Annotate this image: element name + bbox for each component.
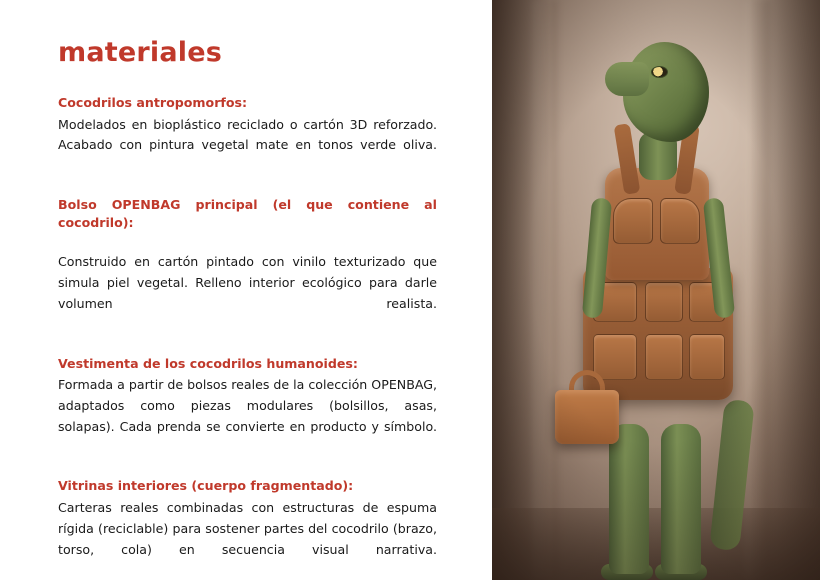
skirt-pocket: [645, 334, 683, 380]
section-body: Modelados en bioplástico reciclado o cartón 3D reforzado. Acabado con pintura vegetal mate en tonos verde oliva.: [58, 116, 437, 153]
section-block: [58, 477, 437, 580]
section-body: Construido en cartón pintado con vinilo texturizado que simula piel vegetal. Relleno interior ecológico para darle volumen realista.: [58, 254, 437, 312]
page-title: materiales: [58, 37, 222, 68]
skirt-pocket: [689, 334, 725, 380]
skirt-pocket: [645, 282, 683, 322]
illustration-panel: [492, 0, 820, 580]
section-heading: Cocodrilos antropomorfos:: [58, 94, 248, 110]
section-block: [58, 355, 437, 459]
skirt-pocket: [593, 334, 637, 380]
bag-skirt: [583, 268, 733, 400]
chest-pocket: [613, 198, 653, 244]
chest-pocket: [660, 198, 700, 244]
crocodile-character: [531, 0, 781, 580]
section-block: [58, 94, 437, 177]
section-heading: Bolso OPENBAG principal (el que contiene al cocodrilo):: [58, 196, 437, 230]
bag-harness-torso: [605, 168, 709, 280]
leg-left: [609, 424, 649, 574]
section-block: [58, 196, 437, 336]
tail: [709, 399, 755, 551]
section-heading: Vestimenta de los cocodrilos humanoides:: [58, 355, 358, 371]
section-heading: Vitrinas interiores (cuerpo fragmentado):: [58, 478, 354, 494]
eye: [651, 66, 668, 78]
handbag: [555, 390, 619, 444]
leg-right: [661, 424, 701, 574]
section-body: Carteras reales combinadas con estructuras de espuma rígida (reciclable) para sostener partes del cocodrilo (brazo, torso, cola) en secuencia visual narrativa.: [58, 500, 437, 557]
section-body: Formada a partir de bolsos reales de la colección OPENBAG, adaptados como piezas modulares (bolsillos, asas, solapas). Cada prenda se convierte en producto y símbolo.: [58, 377, 437, 434]
snout: [605, 62, 649, 96]
